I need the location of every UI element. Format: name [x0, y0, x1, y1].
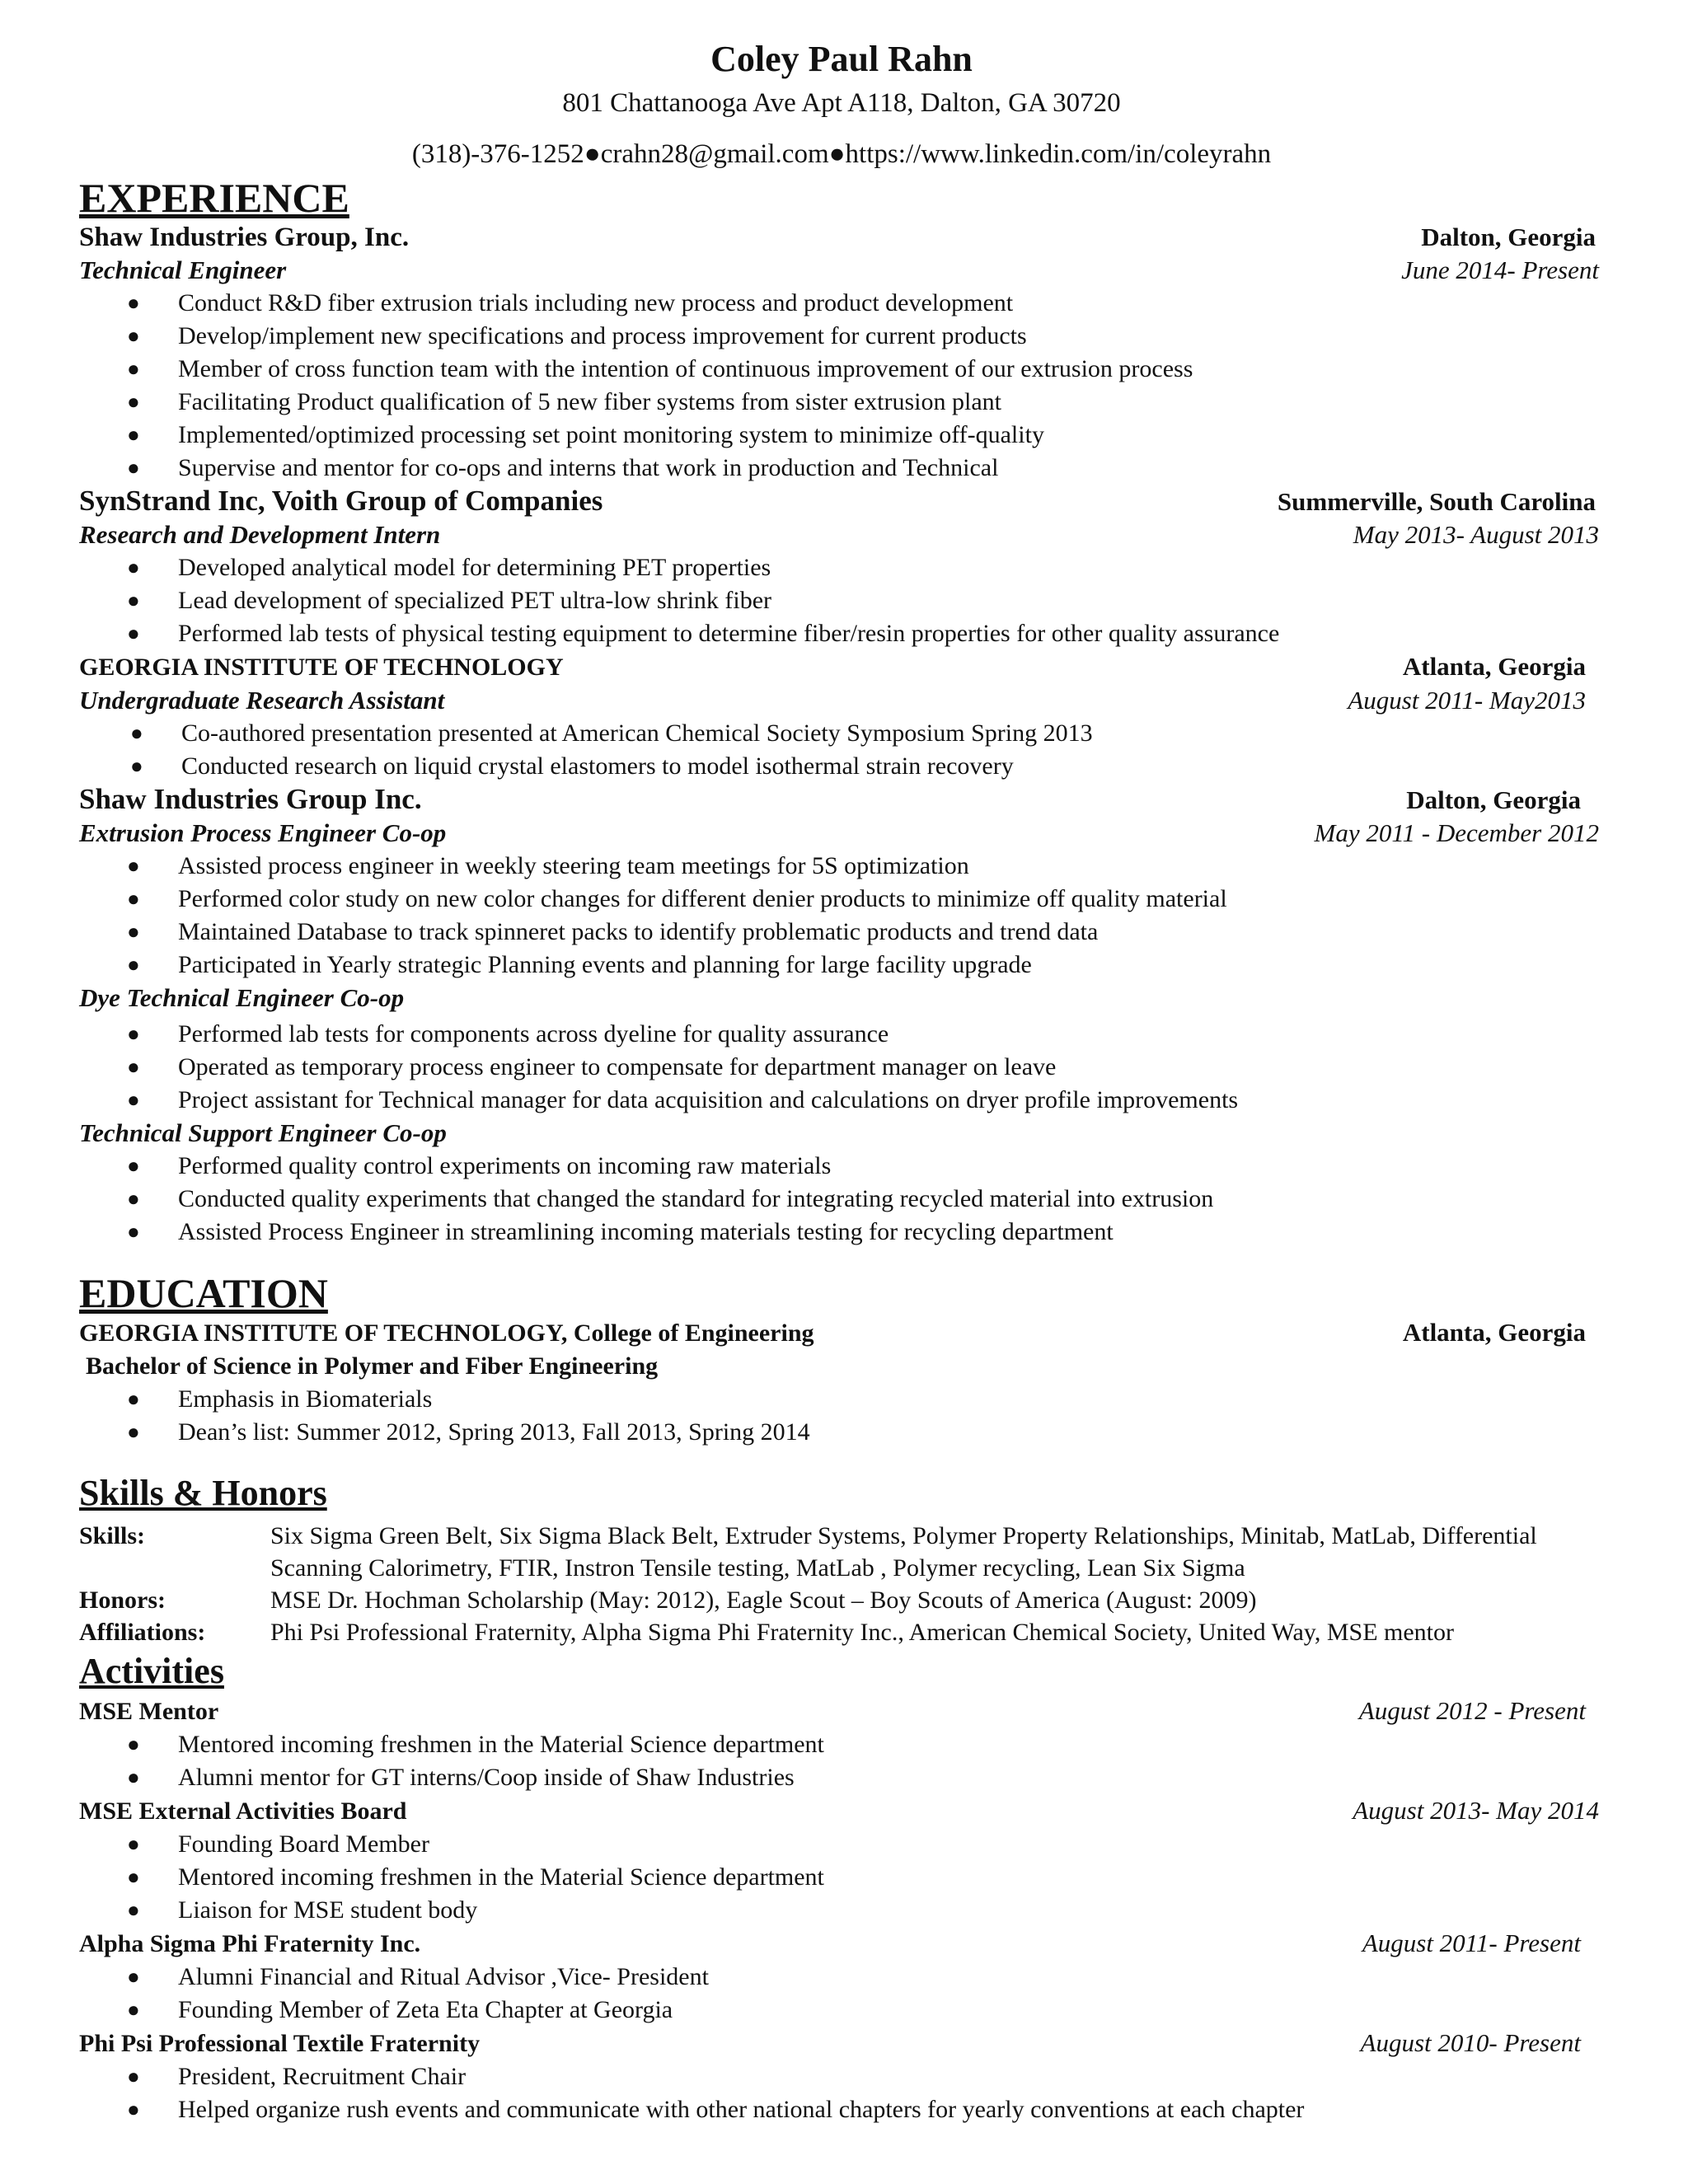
bullet-item: ● Operated as temporary process engineer to compensate for department manager on leave	[79, 1051, 1604, 1084]
bullet-icon: ●	[127, 887, 140, 911]
bullet-item: ● Project assistant for Technical manager for data acquisition and calculations on dryer profile improvements	[79, 1084, 1604, 1117]
candidate-name: Coley Paul Rahn	[710, 39, 973, 79]
bullet-item: ● Mentored incoming freshmen in the Material Science department	[79, 1728, 1604, 1761]
job-date: June 2014- Present	[1401, 255, 1599, 284]
bullet-item: ● Conducted research on liquid crystal elastomers to model isothermal strain recovery	[79, 750, 1604, 783]
resume-page	[79, 33, 1604, 2126]
activity-org: Phi Psi Professional Textile Fraternity	[79, 2030, 481, 2057]
activity-date: August 2011- Present	[1362, 1929, 1581, 1957]
bullet-icon: ●	[130, 721, 143, 745]
job-org: GEORGIA INSTITUTE OF TECHNOLOGY	[79, 654, 564, 681]
bullet-icon: ●	[127, 1898, 140, 1922]
bullet-item: ● Alumni mentor for GT interns/Coop inside of Shaw Industries	[79, 1761, 1604, 1794]
bullet-icon: ●	[127, 1420, 140, 1444]
skills-table	[79, 1520, 1604, 1648]
education-degree: Bachelor of Science in Polymer and Fiber Engineering	[86, 1352, 659, 1380]
bullet-icon: ●	[127, 2097, 140, 2121]
bullet-item: ● Assisted Process Engineer in streamlining incoming materials testing for recycling department	[79, 1216, 1604, 1249]
education-entry	[79, 1316, 1604, 1449]
bullet-icon: ●	[127, 920, 140, 944]
bullet-item: ● Facilitating Product qualification of 5 new fiber systems from sister extrusion plant	[79, 386, 1604, 419]
job-gatech-research	[79, 650, 1604, 783]
activity-date: August 2010- Present	[1360, 2028, 1581, 2057]
job-shaw-coop	[79, 783, 1604, 1249]
education-bullets	[79, 1383, 1604, 1449]
experience-heading: EXPERIENCE	[79, 175, 349, 221]
bullet-icon: ●	[127, 357, 140, 381]
skills-value: Six Sigma Green Belt, Six Sigma Black Belt, Extruder Systems, Polymer Property Relationships, Minitab, MatLab, Differential Scanning Calorimetry, FTIR, Instron Tensile testing, MatLab , Polymer recycling, Lean Six Sigma	[270, 1522, 1537, 1582]
job-location: Summerville, South Carolina	[1277, 487, 1596, 516]
job-role: Research and Development Intern	[79, 520, 441, 549]
job-shaw-technical	[79, 221, 1604, 485]
bullet-item: ● Liaison for MSE student body	[79, 1894, 1604, 1927]
job-role-3: Technical Support Engineer Co-op	[79, 1118, 447, 1147]
candidate-address: 801 Chattanooga Ave Apt A118, Dalton, GA 30720	[562, 88, 1121, 118]
activity-entry	[79, 1927, 1604, 2027]
activity-entry	[79, 1794, 1604, 1927]
bullet-item: ● Performed color study on new color changes for different denier products to minimize off quality material	[79, 883, 1604, 916]
bullet-item: ● Alumni Financial and Ritual Advisor ,Vice- President	[79, 1961, 1604, 1994]
bullet-item: ● Developed analytical model for determining PET properties	[79, 551, 1604, 584]
bullet-item: ● Co-authored presentation presented at American Chemical Society Symposium Spring 2013	[79, 717, 1604, 750]
bullet-icon: ●	[127, 291, 140, 315]
skills-heading: Skills & Honors	[79, 1473, 327, 1513]
honors-label: Honors:	[79, 1586, 166, 1614]
activity-bullets	[79, 2060, 1604, 2126]
bullet-item: ● President, Recruitment Chair	[79, 2060, 1604, 2093]
bullet-icon: ●	[127, 953, 140, 977]
activity-date: August 2012 - Present	[1358, 1696, 1586, 1725]
bullet-item: ● Dean’s list: Summer 2012, Spring 2013, Fall 2013, Spring 2014	[79, 1416, 1604, 1449]
bullet-icon: ●	[127, 1865, 140, 1889]
activity-org: MSE Mentor	[79, 1698, 219, 1725]
affiliations-row	[79, 1616, 1604, 1648]
bullet-icon: ●	[127, 2064, 140, 2088]
bullet-item: ● Lead development of specialized PET ultra-low shrink fiber	[79, 584, 1604, 617]
skills-row	[79, 1520, 1604, 1584]
bullet-icon: ●	[127, 1832, 140, 1856]
education-location: Atlanta, Georgia	[1402, 1318, 1586, 1347]
activity-bullets	[79, 1828, 1604, 1927]
job-org: Shaw Industries Group, Inc.	[79, 223, 410, 252]
job-role-2: Dye Technical Engineer Co-op	[79, 983, 405, 1012]
bullet-item: ● Mentored incoming freshmen in the Material Science department	[79, 1861, 1604, 1894]
bullet-icon: ●	[127, 555, 140, 579]
job-location: Dalton, Georgia	[1406, 785, 1581, 814]
education-heading: EDUCATION	[79, 1270, 328, 1316]
job-location: Atlanta, Georgia	[1402, 652, 1586, 681]
bullet-icon: ●	[127, 390, 140, 414]
job-role: Undergraduate Research Assistant	[79, 686, 445, 715]
affiliations-label: Affiliations:	[79, 1619, 206, 1646]
job-bullets	[79, 287, 1604, 485]
job-role: Technical Engineer	[79, 255, 287, 284]
bullet-item: ● Assisted process engineer in weekly steering team meetings for 5S optimization	[79, 850, 1604, 883]
job-bullets	[79, 850, 1604, 982]
honors-value: MSE Dr. Hochman Scholarship (May: 2012), Eagle Scout – Boy Scouts of America (August: 2009)	[270, 1586, 1257, 1614]
bullet-item: ● Maintained Database to track spinneret packs to identify problematic products and trend data	[79, 916, 1604, 949]
job-org: SynStrand Inc, Voith Group of Companies	[79, 485, 603, 517]
bullet-item: ● Performed quality control experiments on incoming raw materials	[79, 1150, 1604, 1183]
job-bullets	[79, 1150, 1604, 1249]
candidate-contact: (318)-376-1252●crahn28@gmail.com●https://www.linkedin.com/in/coleyrahn	[411, 139, 1272, 169]
skills-label: Skills:	[79, 1522, 146, 1549]
bullet-item: ● Participated in Yearly strategic Planning events and planning for large facility upgrade	[79, 949, 1604, 982]
job-bullets	[79, 1018, 1604, 1117]
bullet-icon: ●	[127, 1220, 140, 1244]
bullet-item: ● Supervise and mentor for co-ops and interns that work in production and Technical	[79, 452, 1604, 485]
job-date: May 2011 - December 2012	[1314, 818, 1599, 847]
activity-org: Alpha Sigma Phi Fraternity Inc.	[79, 1930, 421, 1957]
bullet-icon: ●	[127, 1998, 140, 2022]
bullet-icon: ●	[127, 854, 140, 878]
activities-heading: Activities	[79, 1651, 224, 1691]
bullet-icon: ●	[127, 1732, 140, 1756]
bullet-icon: ●	[130, 754, 143, 778]
activity-bullets	[79, 1961, 1604, 2027]
bullet-icon: ●	[127, 324, 140, 348]
activity-date: August 2013- May 2014	[1353, 1796, 1599, 1825]
bullet-icon: ●	[127, 1387, 140, 1411]
bullet-icon: ●	[127, 588, 140, 612]
activity-entry	[79, 1694, 1604, 1794]
job-location: Dalton, Georgia	[1421, 223, 1596, 251]
bullet-item: ● Performed lab tests of physical testing equipment to determine fiber/resin properties for other quality assurance	[79, 617, 1604, 650]
bullet-item: ● Conducted quality experiments that changed the standard for integrating recycled material into extrusion	[79, 1183, 1604, 1216]
bullet-item: ● Member of cross function team with the intention of continuous improvement of our extrusion process	[79, 353, 1604, 386]
bullet-icon: ●	[127, 1187, 140, 1211]
honors-row	[79, 1584, 1604, 1616]
bullet-item: ● Founding Board Member	[79, 1828, 1604, 1861]
activity-org: MSE External Activities Board	[79, 1797, 407, 1825]
bullet-icon: ●	[127, 1022, 140, 1046]
job-bullets	[79, 717, 1604, 783]
affiliations-value: Phi Psi Professional Fraternity, Alpha Sigma Phi Fraternity Inc., American Chemical Society, United Way, MSE mentor	[270, 1619, 1455, 1646]
activity-bullets	[79, 1728, 1604, 1794]
bullet-item: ● Emphasis in Biomaterials	[79, 1383, 1604, 1416]
bullet-item: ● Performed lab tests for components across dyeline for quality assurance	[79, 1018, 1604, 1051]
job-date: May 2013- August 2013	[1353, 520, 1599, 549]
job-bullets	[79, 551, 1604, 650]
bullet-icon: ●	[127, 621, 140, 645]
education-org: GEORGIA INSTITUTE OF TECHNOLOGY, College of Engineering	[79, 1319, 814, 1347]
bullet-icon: ●	[127, 456, 140, 480]
job-date: August 2011- May2013	[1348, 686, 1586, 715]
bullet-item: ● Implemented/optimized processing set point monitoring system to minimize off-quality	[79, 419, 1604, 452]
bullet-item: ● Founding Member of Zeta Eta Chapter at Georgia	[79, 1994, 1604, 2027]
bullet-icon: ●	[127, 1154, 140, 1178]
job-synstrand	[79, 485, 1604, 650]
bullet-item: ● Helped organize rush events and communicate with other national chapters for yearly conventions at each chapter	[79, 2093, 1604, 2126]
bullet-icon: ●	[127, 423, 140, 447]
activity-entry	[79, 2027, 1604, 2126]
job-org: Shaw Industries Group Inc.	[79, 783, 422, 815]
bullet-icon: ●	[127, 1088, 140, 1112]
bullet-icon: ●	[127, 1765, 140, 1789]
resume-header	[79, 36, 1604, 175]
bullet-icon: ●	[127, 1965, 140, 1989]
job-role: Extrusion Process Engineer Co-op	[79, 818, 447, 847]
bullet-item: ● Develop/implement new specifications and process improvement for current products	[79, 320, 1604, 353]
bullet-icon: ●	[127, 1055, 140, 1079]
bullet-item: ● Conduct R&D fiber extrusion trials including new process and product development	[79, 287, 1604, 320]
